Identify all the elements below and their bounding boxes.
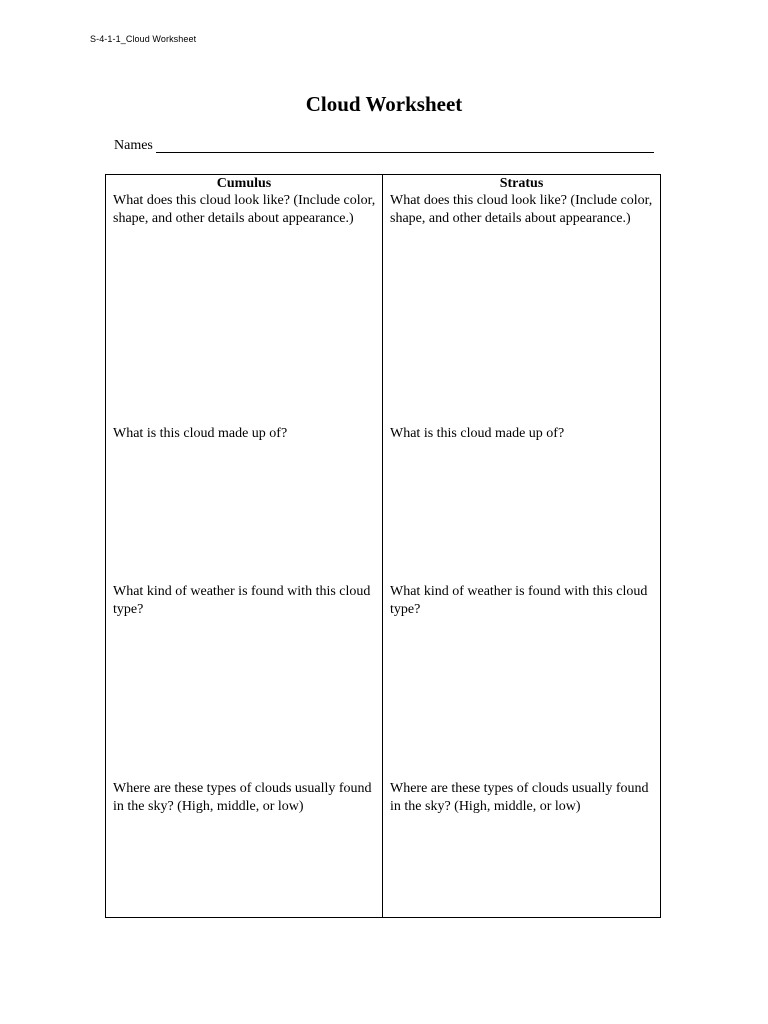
cumulus-question-weather: What kind of weather is found with this cloud type? bbox=[113, 584, 371, 617]
names-blank-line[interactable] bbox=[156, 152, 654, 153]
document-code: S-4-1-1_Cloud Worksheet bbox=[90, 34, 197, 44]
stratus-question-composition: What is this cloud made up of? bbox=[390, 426, 565, 441]
stratus-question-weather: What kind of weather is found with this cloud type? bbox=[390, 584, 648, 617]
stratus-column bbox=[383, 175, 660, 917]
stratus-question-altitude: Where are these types of clouds usually found in the sky? (High, middle, or low) bbox=[390, 781, 649, 814]
page-title: Cloud Worksheet bbox=[305, 92, 463, 116]
names-label: Names bbox=[114, 138, 153, 153]
names-field[interactable] bbox=[114, 137, 654, 155]
stratus-question-appearance: What does this cloud look like? (Include color, shape, and other details about appearance.) bbox=[390, 193, 653, 226]
column-heading-cumulus: Cumulus bbox=[216, 176, 272, 191]
cumulus-question-composition: What is this cloud made up of? bbox=[113, 426, 288, 441]
cumulus-question-altitude: Where are these types of clouds usually found in the sky? (High, middle, or low) bbox=[113, 781, 372, 814]
column-heading-stratus: Stratus bbox=[499, 176, 544, 191]
cumulus-column bbox=[106, 175, 383, 917]
cloud-comparison-table bbox=[105, 174, 661, 918]
cumulus-question-appearance: What does this cloud look like? (Include color, shape, and other details about appearance.) bbox=[113, 193, 376, 226]
